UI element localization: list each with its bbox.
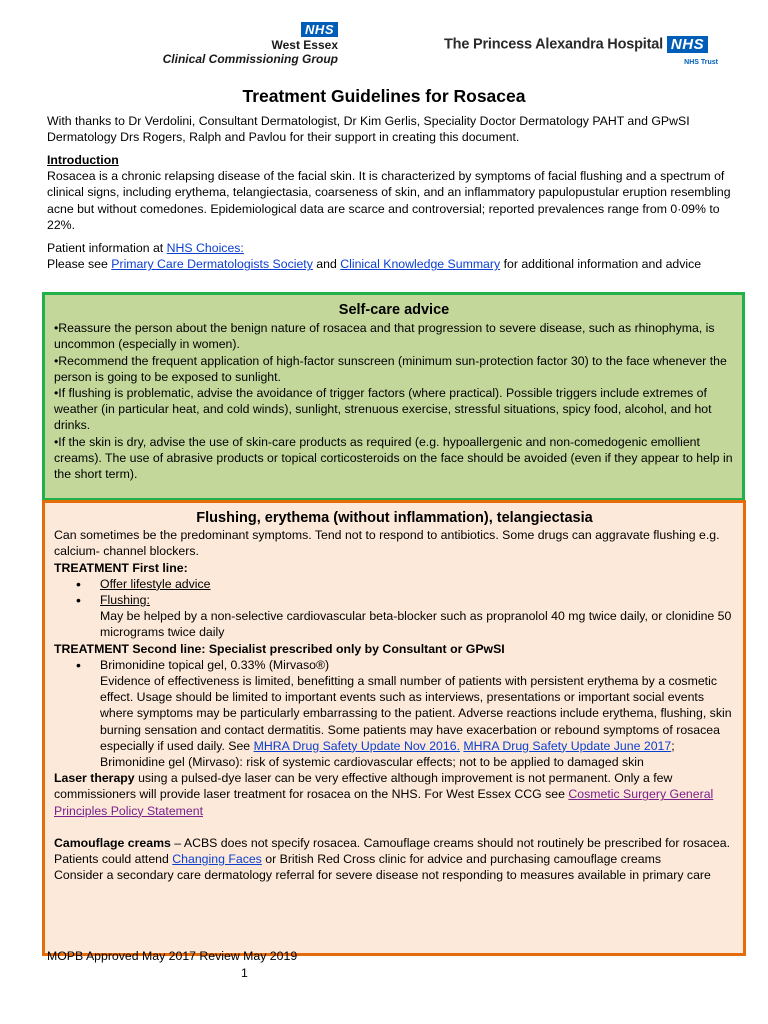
mhra-june-2017-link[interactable]: MHRA Drug Safety Update June 2017	[463, 738, 672, 753]
brimonidine-suffix: ; Brimonidine gel (Mirvaso): risk of systemic cardiovascular effects; not to be applied to damaged skin	[100, 738, 675, 770]
cks-link[interactable]: Clinical Knowledge Summary	[340, 257, 501, 272]
flushing-box	[42, 500, 746, 956]
patient-info-prefix: Patient information at	[47, 241, 167, 255]
self-care-item: •If flushing is problematic, advise the avoidance of trigger factors (where practical). Possible triggers include extremes of weather (in particular heat, and cold winds), sunlight, strenuous exercise, stressful situations, spicy food, alcohol, and hot drinks.	[54, 386, 712, 433]
self-care-box	[42, 292, 745, 501]
camouflage-label: Camouflage creams	[54, 835, 171, 850]
see-prefix: Please see	[47, 257, 112, 272]
self-care-item: •If the skin is dry, advise the use of skin-care products as required (e.g. hypoallergenic and non-comedogenic emollient creams). The use of abrasive products or topical corticosteroids on the face should be avoided (even if they appear to help in the short term).	[54, 434, 733, 482]
laser-text: using a pulsed-dye laser can be very effective although improvement is not permanent. Only a few commissioners will provide laser treatment for rosacea on the NHS. For West Essex CCG see	[54, 771, 673, 802]
first-line-list	[54, 576, 735, 641]
acknowledgements: With thanks to Dr Verdolini, Consultant Dermatologist, Dr Kim Gerlis, Speciality Doctor Dermatology PAHT and GPwSI Dermatology Drs Rogers, Ralph and Pavlou for their support in creating this document.	[47, 114, 690, 145]
nhs-choices-link[interactable]: NHS Choices:	[166, 241, 244, 255]
second-line-heading: TREATMENT Second line: Specialist prescribed only by Consultant or GPwSI	[54, 641, 505, 656]
laser-paragraph	[54, 770, 735, 819]
nhs-badge-right: NHS	[667, 36, 708, 53]
flushing-label: Flushing:	[100, 593, 150, 608]
pcds-link[interactable]: Primary Care Dermatologists Society	[111, 257, 313, 272]
ccg-name-line1: West Essex	[271, 38, 338, 53]
camouflage-paragraph	[54, 835, 735, 867]
see-also-line	[47, 256, 737, 272]
introduction-section	[47, 152, 737, 233]
nhs-trust-label: NHS Trust	[684, 59, 718, 66]
second-line-list	[54, 657, 735, 770]
list-item	[100, 657, 735, 770]
and-text: and	[312, 257, 341, 272]
list-item	[100, 592, 735, 641]
west-essex-ccg-logo	[158, 22, 338, 66]
self-care-item: •Reassure the person about the benign nature of rosacea and that progression to severe disease, such as rhinophyma, is uncommon (especially in women).	[54, 321, 715, 352]
princess-alexandra-logo	[444, 36, 720, 66]
flushing-heading: Flushing, erythema (without inflammation), telangiectasia	[196, 510, 593, 526]
introduction-text: Rosacea is a chronic relapsing disease of the facial skin. It is characterized by symptoms of facial flushing and a spectrum of clinical signs, including erythema, telangiectasia, coarseness of skin, and an inflammatory papulopustular eruption resembling acne but without comedones. Epidemiological data are scarce and controversial; reported prevalences range from 0·09% to 22%.	[47, 169, 731, 232]
changing-faces-link[interactable]: Changing Faces	[172, 852, 262, 867]
mhra-nov-2016-link[interactable]: MHRA Drug Safety Update Nov 2016.	[253, 738, 460, 753]
camouflage-text: – ACBS does not specify rosacea. Camouflage creams should not routinely be prescribed for rosacea. Patients could attend	[54, 835, 730, 867]
flushing-intro: Can sometimes be the predominant symptoms. Tend not to respond to antibiotics. Some drugs can aggravate flushing e.g. calcium- channel blockers.	[54, 528, 720, 559]
self-care-heading: Self-care advice	[338, 302, 450, 318]
see-suffix: for additional information and advice	[500, 257, 702, 272]
self-care-item: •Recommend the frequent application of high-factor sunscreen (minimum sun-protection factor 30) to the face whenever the person is going to be exposed to sunlight.	[54, 353, 727, 384]
first-line-heading: TREATMENT First line:	[54, 560, 188, 575]
list-item	[100, 576, 735, 592]
nhs-badge-left: NHS	[301, 22, 338, 37]
brimonidine-title: Brimonidine topical gel, 0.33% (Mirvaso®)	[100, 657, 330, 672]
document-title: Treatment Guidelines for Rosacea	[242, 86, 526, 106]
laser-label: Laser therapy	[54, 771, 135, 786]
approval-footer: MOPB Approved May 2017 Review May 2019	[47, 949, 298, 963]
patient-info-line	[47, 240, 737, 256]
lifestyle-advice: Offer lifestyle advice	[100, 576, 211, 591]
brimonidine-text: Evidence of effectiveness is limited, benefitting a small number of patients with persistent erythema by a cosmetic effect. Usage should be limited to important events such as interviews, presentations or important social events where symptoms may be particularly embarrassing to the patient. Adverse reactions include erythema, flushing, skin burning sensation and contact dermatitis. Some patients may have exacerbation or rebound symptoms of rosacea especially if used daily. See	[100, 674, 732, 753]
hospital-name: The Princess Alexandra Hospital	[444, 36, 663, 53]
patient-info-section	[47, 240, 737, 272]
cosmetic-surgery-link[interactable]: Cosmetic Surgery General Principles Policy Statement	[54, 787, 714, 818]
referral-text: Consider a secondary care dermatology referral for severe disease not responding to measures available in primary care	[54, 868, 711, 883]
beta-blocker-text: May be helped by a non-selective cardiovascular beta-blocker such as propranolol 40 mg twice daily, or clonidine 50 micrograms twice daily	[100, 609, 732, 640]
camouflage-suffix: or British Red Cross clinic for advice and purchasing camouflage creams	[261, 852, 661, 867]
spacer	[54, 819, 735, 835]
ccg-name-line2: Clinical Commissioning Group	[162, 52, 338, 67]
page-number: 1	[241, 966, 248, 980]
introduction-heading: Introduction	[47, 153, 119, 167]
